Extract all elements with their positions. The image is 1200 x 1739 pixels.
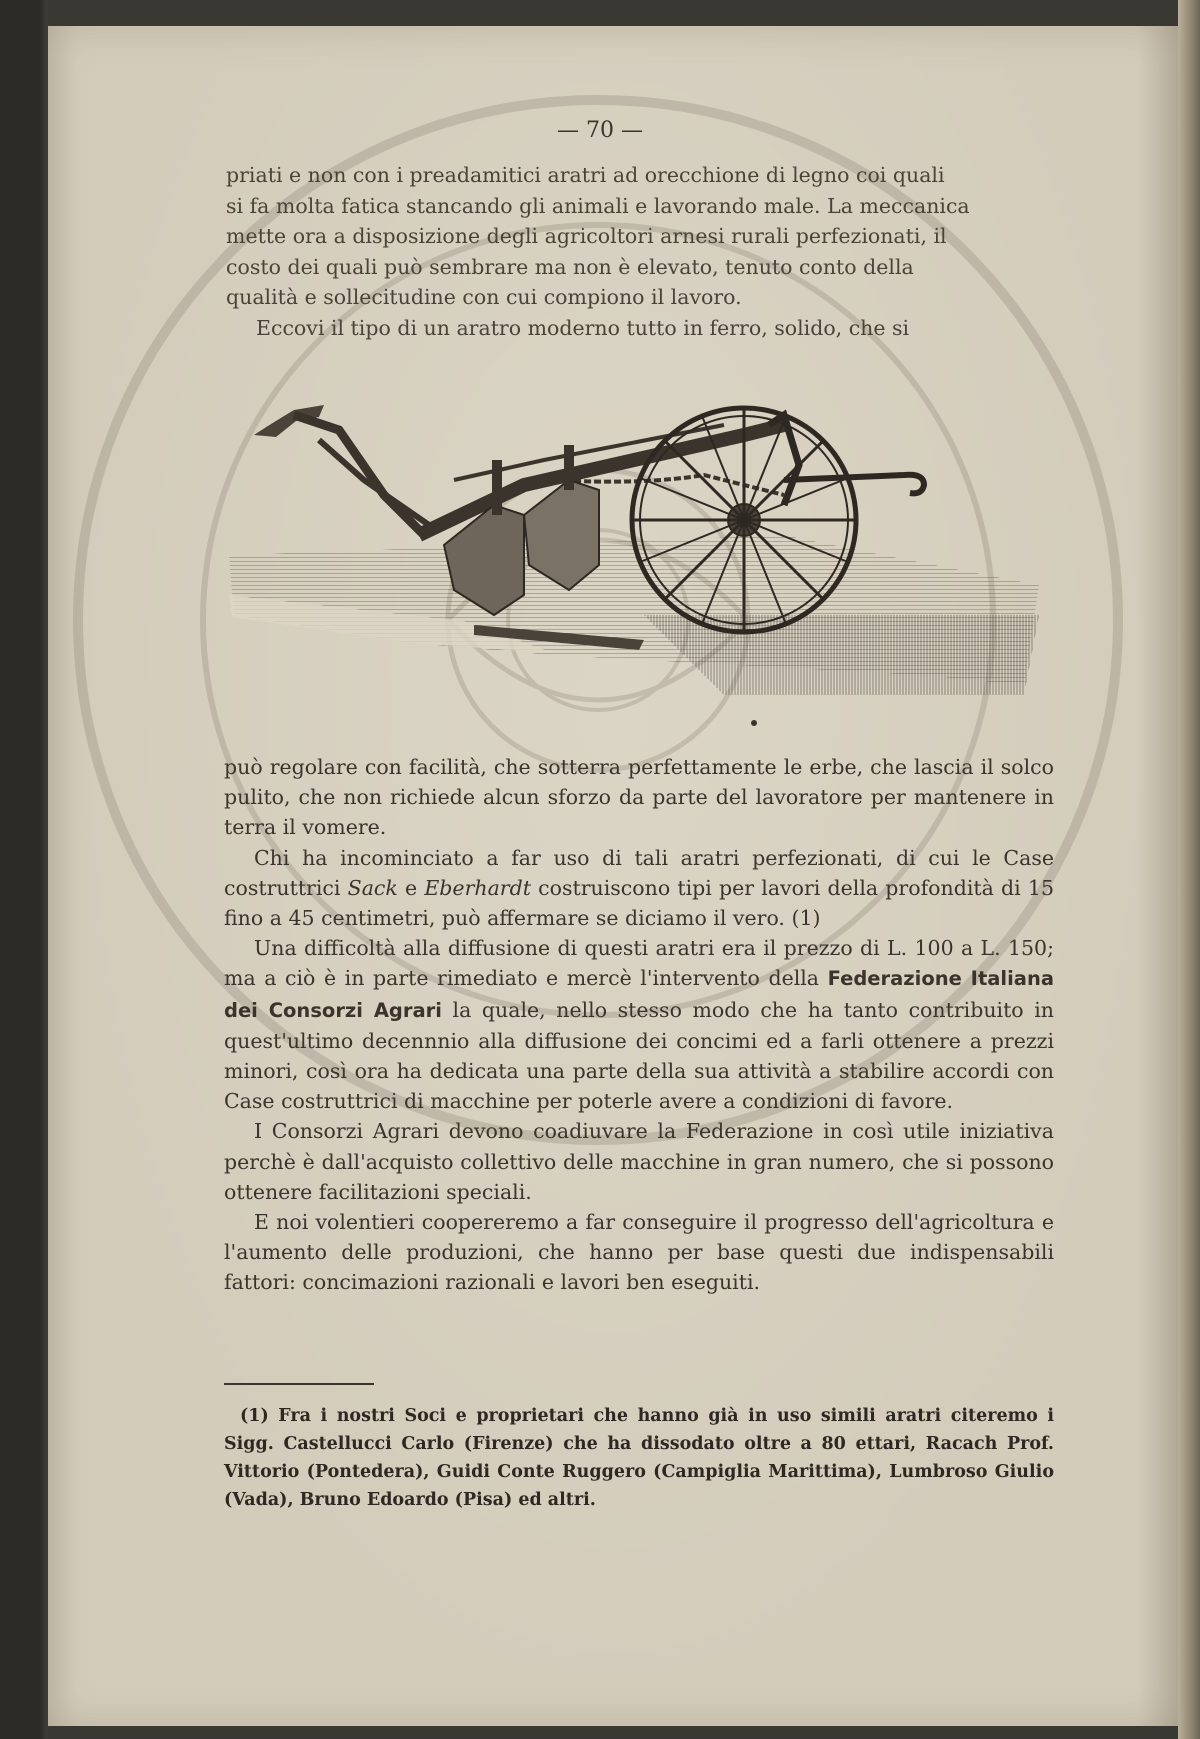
paragraph: I Consorzi Agrari devono coadiuvare la Federazione in così utile iniziativa perchè è dall'acquisto collettivo delle macchine in gran numero, che si possono ottenere facilitazioni speciali.	[224, 1119, 1054, 1204]
paragraph-text: Una difficoltà alla diffusione di questi aratri era il prezzo di L. 100 a L. 150; ma a ciò è in parte rimediato e mercè l'intervento della	[224, 936, 1054, 991]
paragraph-text: e	[397, 875, 425, 900]
text-line: mette ora a disposizione degli agricoltori arnesi rurali perfezionati, il	[226, 224, 947, 248]
brand-name: Sack	[347, 875, 398, 900]
paragraph: E noi volentieri coopereremo a far conseguire il progresso dell'agricoltura e l'aumento delle produzioni, che hanno per base questi due indispensabili fattori: concimazioni razionali e lavori ben eseguiti.	[224, 1210, 1054, 1295]
footnote	[224, 1402, 1054, 1514]
footnote-text: (1) Fra i nostri Soci e proprietari che hanno già in uso simili aratri citeremo i Sigg. Castellucci Carlo (Firenze) che ha dissodato oltre a 80 ettari, Racach Prof. Vittorio (Pontedera), Guidi Conte Ruggero (Campiglia Marittima), Lumbroso Giulio (Vada), Bruno Edoardo (Pisa) ed altri.	[224, 1406, 1054, 1510]
text-line: costo dei quali può sembrare ma non è elevato, tenuto conto della	[226, 254, 914, 279]
paragraph-text: costruiscono tipi per lavori della profondità di 15 fino a 45 centimetri, può affermare se diciamo il vero. (1)	[224, 875, 1054, 931]
main-text	[224, 752, 1054, 1298]
top-paragraph	[226, 160, 1052, 343]
paragraph	[224, 843, 1054, 934]
plow-illustration-icon	[224, 385, 1044, 730]
text-line: priati e non con i preadamitici aratri ad orecchione di legno coi quali	[226, 163, 945, 187]
paragraph	[224, 933, 1054, 1116]
brand-name: Eberhardt	[424, 875, 531, 900]
text-line: si fa molta fatica stancando gli animali e lavorando male. La meccanica	[226, 193, 970, 218]
footnote-divider	[224, 1383, 374, 1385]
paragraph-text: Chi ha incominciato a far uso di tali aratri perfezionati, di cui le Case costruttrici	[224, 845, 1054, 900]
paragraph-text: la quale, nello stesso modo che ha tanto contribuito in quest'ultimo decennnio alla diffusione dei concimi ed a farli ottenere a prezzi minori, così ora ha dedicata una parte della sua attività a stabilire accordi con Case costruttrici di macchine per poterle avere a condizioni di favore.	[224, 997, 1054, 1114]
organization-name: Federazione Italiana dei Consorzi Agrari	[224, 967, 1054, 1022]
text-line: Eccovi il tipo di un aratro moderno tutto in ferro, solido, che si	[256, 315, 910, 340]
paragraph: può regolare con facilità, che sotterra perfettamente le erbe, che lascia il solco pulito, che non richiede alcun sforzo da parte del lavoratore per mantenere in terra il vomere.	[224, 755, 1054, 840]
text-line: qualità e sollecitudine con cui compiono il lavoro.	[226, 285, 742, 309]
page-edge	[1178, 0, 1200, 1739]
page-number: — 70 —	[557, 118, 643, 143]
